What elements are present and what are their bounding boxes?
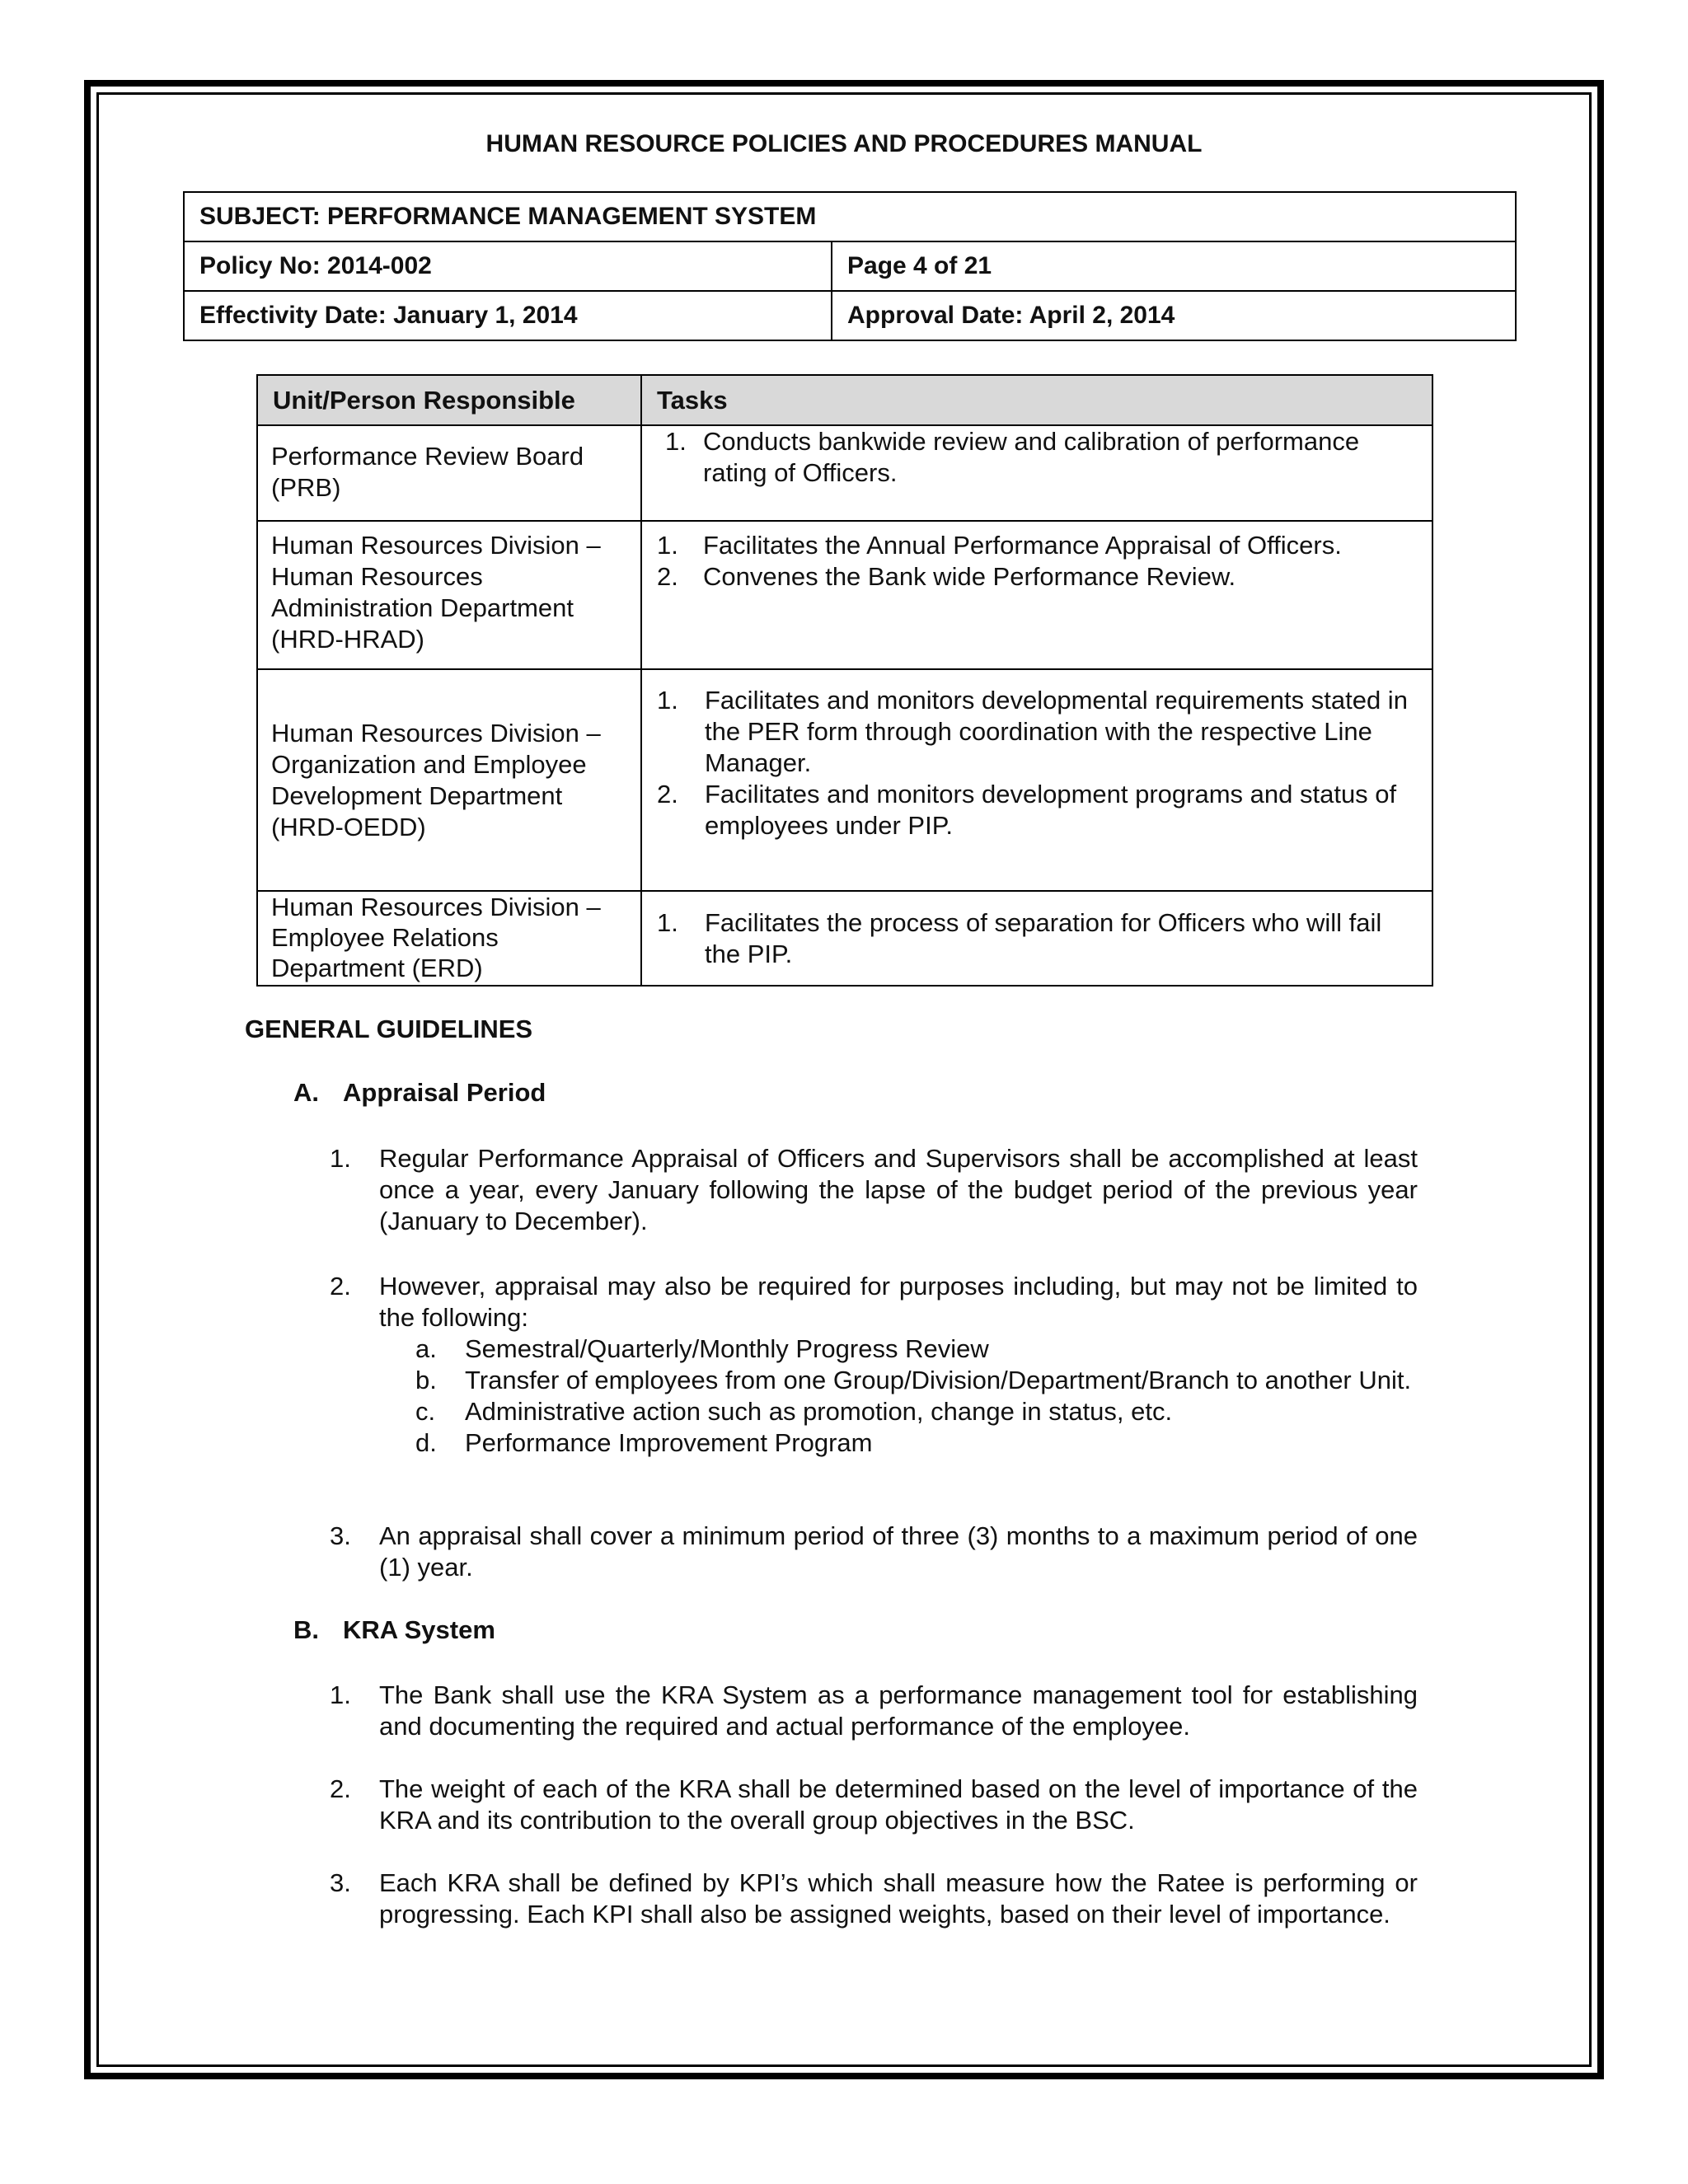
section-title: KRA System [343,1615,495,1644]
sub-item-text: Transfer of employees from one Group/Division/Department/Branch to another Unit. [465,1366,1412,1394]
section-letter: A. [293,1078,319,1107]
item-text: An appraisal shall cover a minimum period of three (3) months to a maximum period of one (1) year. [379,1521,1418,1582]
unit-line: Human Resources Division – [271,718,601,748]
unit-line: Organization and Employee [271,749,587,779]
item-number: 1. [330,1680,351,1709]
unit-line: Employee Relations [271,923,499,952]
column-header-tasks: Tasks [641,375,1432,425]
item-text: However, appraisal may also be required for purposes including, but may not be limited to the following: [379,1272,1418,1332]
list-item [330,1143,1418,1237]
task-item [657,779,1418,841]
task-text: Facilitates the process of separation for Officers who will fail the PIP. [705,907,1382,968]
general-guidelines-heading: GENERAL GUIDELINES [245,1015,533,1043]
table-header-row [257,375,1432,425]
unit-line: Administration Department [271,593,574,622]
table-row [257,891,1432,986]
task-cell [641,521,1432,669]
manual-title: HUMAN RESOURCE POLICIES AND PROCEDURES MANUAL [485,130,1203,157]
task-text: Convenes the Bank wide Performance Review. [703,562,1236,591]
section-a-heading [293,1078,546,1108]
task-cell [641,425,1432,521]
sub-item-letter: c. [415,1397,436,1426]
sub-item-text: Semestral/Quarterly/Monthly Progress Review [465,1334,989,1363]
unit-line: Performance Review Board [271,442,584,471]
sub-item-letter: b. [415,1366,437,1394]
unit-line: Human Resources [271,562,483,591]
unit-line: Human Resources Division – [271,531,601,560]
table-row [257,521,1432,669]
item-text: Regular Performance Appraisal of Officers and Supervisors shall be accomplished at least once a year, every January following the lapse of the budget period of the previous year (January to December). [379,1144,1418,1235]
unit-cell [257,669,641,891]
unit-cell [257,521,641,669]
item-text: The weight of each of the KRA shall be determined based on the level of importance of the KRA and its contribution to the overall group objectives in the BSC. [379,1774,1418,1835]
unit-line: Development Department [271,780,563,810]
item-number: 2. [330,1272,351,1301]
item-text: Each KRA shall be defined by KPI’s which shall measure how the Ratee is performing or progressing. Each KPI shall also be assigned weights, based on their level of importance. [379,1868,1418,1929]
sub-list-item [415,1427,1418,1459]
sub-list-item [415,1396,1418,1427]
unit-cell [257,891,641,986]
unit-cell [257,425,641,521]
item-number: 1. [330,1144,351,1173]
sub-item-text: Administrative action such as promotion, change in status, etc. [465,1397,1173,1426]
task-number: 2. [657,562,678,591]
list-item [330,1774,1418,1836]
sub-item-letter: a. [415,1334,437,1363]
item-number: 3. [330,1868,351,1897]
subject-cell: SUBJECT: PERFORMANCE MANAGEMENT SYSTEM [184,192,1516,241]
column-header-unit: Unit/Person Responsible [257,375,641,425]
approval-date-cell: Approval Date: April 2, 2014 [832,291,1516,340]
section-title: Appraisal Period [343,1078,546,1107]
task-item [657,907,1418,970]
policy-number-cell: Policy No: 2014-002 [184,241,832,291]
sub-list-item [415,1365,1418,1396]
table-row [257,669,1432,891]
item-number: 3. [330,1521,351,1550]
unit-line: Department (ERD) [271,954,483,982]
task-text: Facilitates and monitors developmental requirements stated in the PER form through coordination with the respective Line Manager. [705,686,1408,777]
sub-list [415,1333,1418,1459]
table-row [257,425,1432,521]
sub-item-letter: d. [415,1428,437,1457]
sub-item-text: Performance Improvement Program [465,1428,873,1457]
list-item [330,1680,1418,1742]
section-letter: B. [293,1615,319,1644]
task-number: 1. [657,686,678,715]
item-number: 2. [330,1774,351,1803]
unit-line: (HRD-HRAD) [271,625,424,654]
unit-line: Human Resources Division – [271,893,601,921]
task-item [657,685,1418,779]
sub-list-item [415,1333,1418,1365]
policy-header-table [183,191,1517,341]
page-number-cell: Page 4 of 21 [832,241,1516,291]
unit-line: (PRB) [271,473,341,502]
task-number: 1. [657,531,678,560]
responsibilities-table [256,374,1433,987]
task-number: 2. [657,780,678,808]
task-item [657,530,1418,561]
list-item [330,1521,1418,1583]
unit-line: (HRD-OEDD) [271,812,426,841]
effectivity-date-cell: Effectivity Date: January 1, 2014 [184,291,832,340]
task-text: Conducts bankwide review and calibration of performance rating of Officers. [703,427,1360,487]
section-b-heading [293,1615,495,1645]
task-item [665,426,1418,489]
task-text: Facilitates and monitors development programs and status of employees under PIP. [705,780,1397,840]
list-item [330,1271,1418,1459]
list-item [330,1868,1418,1930]
task-cell [641,669,1432,891]
item-text: The Bank shall use the KRA System as a performance management tool for establishing and documenting the required and actual performance of the employee. [379,1680,1418,1741]
task-text: Facilitates the Annual Performance Appraisal of Officers. [703,531,1342,560]
task-number: 1. [657,907,678,937]
task-number: 1. [665,427,687,456]
task-item [657,561,1418,593]
task-cell [641,891,1432,986]
